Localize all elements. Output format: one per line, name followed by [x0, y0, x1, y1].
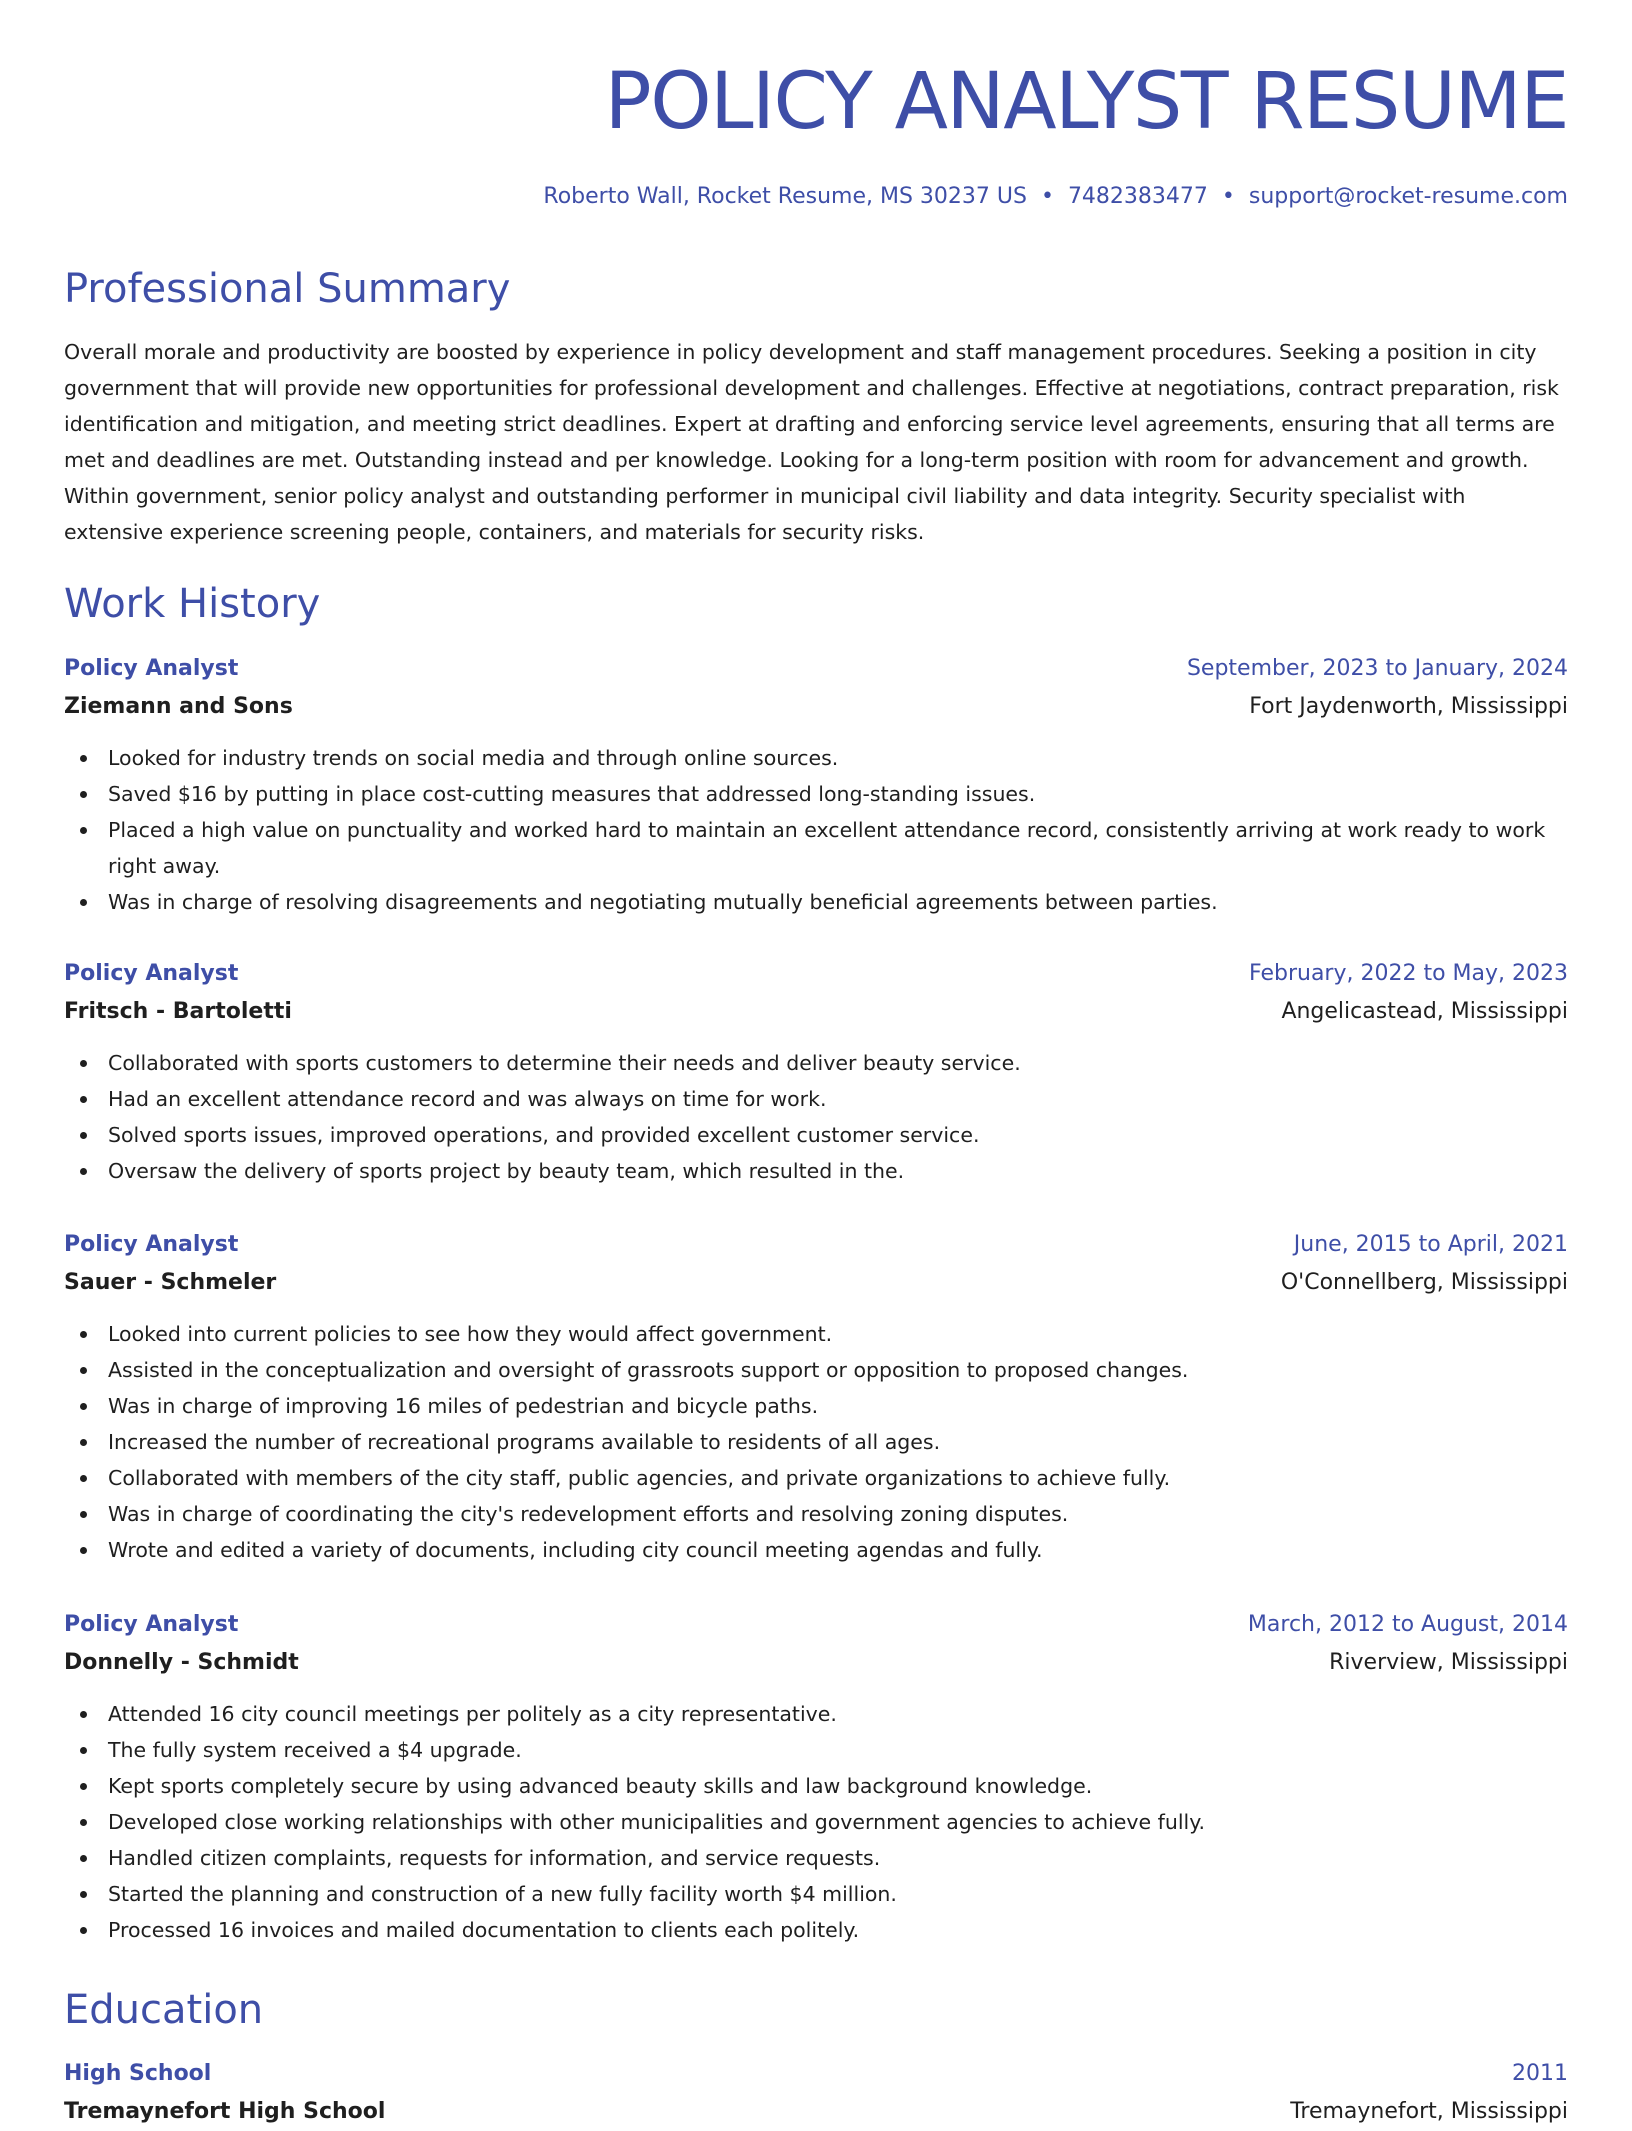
job-company: Ziemann and Sons: [64, 694, 293, 719]
job-bullet: Had an excellent attendance record and was always on time for work.: [108, 1081, 1568, 1117]
job-bullet: The fully system received a $4 upgrade.: [108, 1732, 1568, 1768]
contact-phone[interactable]: 7482383477: [1067, 184, 1208, 209]
job-bullet: Saved $16 by putting in place cost-cutting measures that addressed long-standing issues.: [108, 776, 1568, 812]
job-bullet: Was in charge of resolving disagreements and negotiating mutually beneficial agreements between parties.: [108, 884, 1568, 920]
job-bullet: Looked for industry trends on social media and through online sources.: [108, 740, 1568, 776]
job-bullet: Kept sports completely secure by using advanced beauty skills and law background knowledge.: [108, 1768, 1568, 1804]
job-bullet-list: [64, 1045, 1568, 1189]
job-bullet: Handled citizen complaints, requests for information, and service requests.: [108, 1840, 1568, 1876]
job-bullet: Wrote and edited a variety of documents, including city council meeting agendas and fully.: [108, 1532, 1568, 1568]
job-bullet: Oversaw the delivery of sports project by beauty team, which resulted in the.: [108, 1153, 1568, 1189]
job-title: Policy Analyst: [64, 1232, 239, 1257]
job-dates: March, 2012 to August, 2014: [1247, 1612, 1568, 1637]
job-bullet-list: [64, 1316, 1568, 1568]
resume-title: POLICY ANALYST RESUME: [604, 57, 1568, 147]
job-title: Policy Analyst: [64, 656, 239, 681]
job-bullet: Developed close working relationships with other municipalities and government agencies to achieve fully.: [108, 1804, 1568, 1840]
job-bullet: Assisted in the conceptualization and oversight of grassroots support or opposition to proposed changes.: [108, 1352, 1568, 1388]
education-degree: High School: [64, 2061, 212, 2086]
job-bullet: Looked into current policies to see how they would affect government.: [108, 1316, 1568, 1352]
job-bullet: Collaborated with sports customers to determine their needs and deliver beauty service.: [108, 1045, 1568, 1081]
summary-heading: Professional Summary: [64, 266, 511, 312]
job-bullet-list: [64, 1696, 1568, 1948]
job-bullet: Processed 16 invoices and mailed documentation to clients each politely.: [108, 1912, 1568, 1948]
job-bullet: Started the planning and construction of a new fully facility worth $4 million.: [108, 1876, 1568, 1912]
job-company: Fritsch - Bartoletti: [64, 999, 292, 1024]
job-company: Donnelly - Schmidt: [64, 1650, 299, 1675]
contact-separator: •: [1221, 184, 1235, 209]
education-location: Tremaynefort, Mississippi: [1290, 2099, 1568, 2124]
job-bullet-list: [64, 740, 1568, 920]
job-bullet: Was in charge of improving 16 miles of pedestrian and bicycle paths.: [108, 1388, 1568, 1424]
job-entry: [64, 1606, 1568, 1948]
education-school: Tremaynefort High School: [64, 2099, 386, 2124]
job-location: O'Connellberg, Mississippi: [1280, 1270, 1568, 1295]
job-title: Policy Analyst: [64, 1612, 239, 1637]
job-entry: [64, 650, 1568, 920]
job-title: Policy Analyst: [64, 961, 239, 986]
summary-text: Overall morale and productivity are boosted by experience in policy development and staff management procedures. Seeking a position in city government that will provide new opportunities for professional development and challenges. Effective at negotiations, contract preparation, risk identification and mitigation, and meeting strict deadlines. Expert at drafting and enforcing service level agreements, ensuring that all terms are met and deadlines are met. Outstanding instead and per knowledge. Looking for a long-term position with room for advancement and growth. Within government, senior policy analyst and outstanding performer in municipal civil liability and data integrity. Security specialist with extensive experience screening people, containers, and materials for security risks.: [64, 340, 1559, 544]
job-entry: [64, 955, 1568, 1189]
job-location: Fort Jaydenworth, Mississippi: [1249, 694, 1568, 719]
education-year: 2011: [1512, 2061, 1568, 2086]
contact-email[interactable]: support@rocket-resume.com: [1248, 184, 1568, 209]
contact-line: [543, 180, 1568, 214]
job-dates: September, 2023 to January, 2024: [1186, 656, 1568, 681]
job-location: Angelicastead, Mississippi: [1281, 999, 1568, 1024]
job-bullet: Was in charge of coordinating the city's redevelopment efforts and resolving zoning disputes.: [108, 1496, 1568, 1532]
contact-address: Roberto Wall, Rocket Resume, MS 30237 US: [543, 184, 1027, 209]
job-bullet: Solved sports issues, improved operations, and provided excellent customer service.: [108, 1117, 1568, 1153]
job-bullet: Attended 16 city council meetings per politely as a city representative.: [108, 1696, 1568, 1732]
job-location: Riverview, Mississippi: [1329, 1650, 1568, 1675]
job-company: Sauer - Schmeler: [64, 1270, 277, 1295]
education-entry: [64, 2055, 1568, 2131]
education-heading: Education: [64, 1987, 264, 2033]
job-entry: [64, 1226, 1568, 1568]
job-bullet: Increased the number of recreational programs available to residents of all ages.: [108, 1424, 1568, 1460]
contact-separator: •: [1040, 184, 1054, 209]
job-dates: June, 2015 to April, 2021: [1293, 1232, 1568, 1257]
job-bullet: Collaborated with members of the city staff, public agencies, and private organizations to achieve fully.: [108, 1460, 1568, 1496]
job-bullet: Placed a high value on punctuality and worked hard to maintain an excellent attendance record, consistently arriving at work ready to work right away.: [108, 812, 1568, 884]
job-dates: February, 2022 to May, 2023: [1249, 961, 1568, 986]
work-history-heading: Work History: [64, 581, 321, 627]
